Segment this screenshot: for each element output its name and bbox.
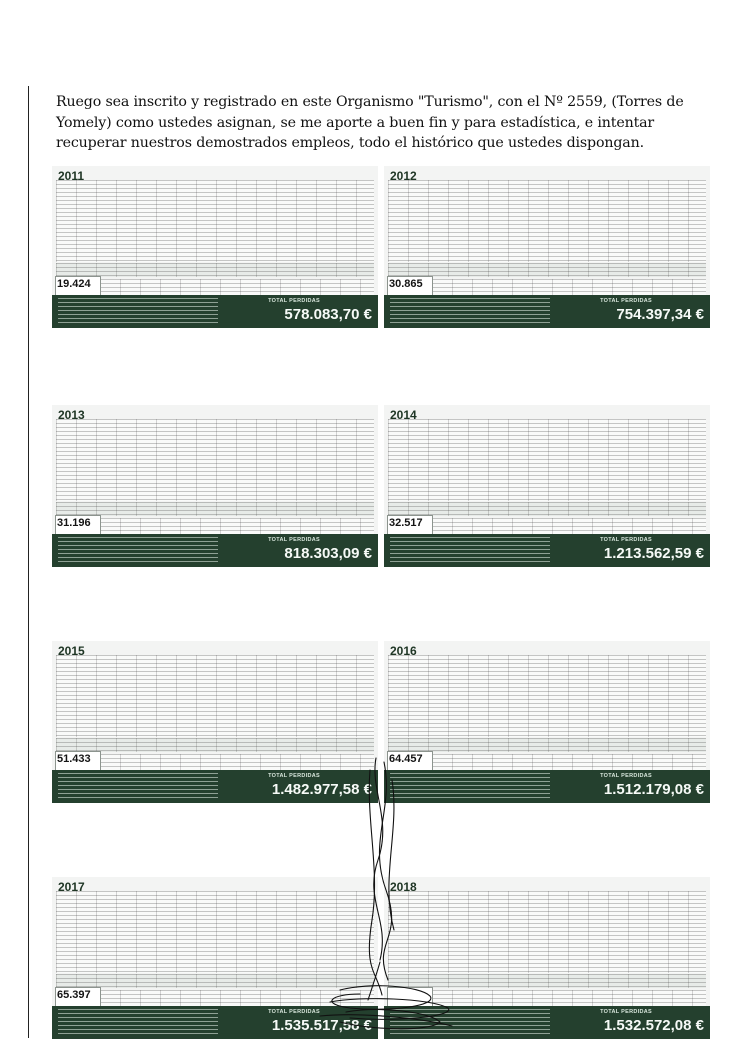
reservations-table	[56, 655, 374, 737]
total-label: TOTAL PERDIDAS	[600, 1009, 652, 1015]
staff-cost-table	[432, 279, 706, 295]
total-value: 578.083,70 €	[284, 306, 372, 323]
total-label: TOTAL PERDIDAS	[268, 537, 320, 543]
reservations-table	[388, 419, 706, 501]
total-label: TOTAL PERDIDAS	[600, 298, 652, 304]
total-value: 1.482.977,58 €	[271, 781, 372, 798]
reservations-table	[388, 180, 706, 262]
sheet-year: 2018	[390, 880, 417, 894]
total-value: 1.512.179,08 €	[603, 781, 704, 798]
sheet-year: 2014	[390, 408, 417, 422]
section-header-bar	[388, 263, 706, 277]
band-notes	[58, 537, 218, 563]
reservations-table	[56, 419, 374, 501]
intro-paragraph: Ruego sea inscrito y registrado en este Organismo "Turismo", con el Nº 2559, (Torres de Yomely) como ustedes asignan, se me aporte a buen fin y para estadística, e intentar recuperar nuestros demostrados empleos, todo el histórico que ustedes dispongan.	[56, 94, 684, 151]
band-notes	[58, 298, 218, 324]
total-value: 1.535.517,58 €	[271, 1017, 372, 1034]
sheet-year: 2013	[58, 408, 85, 422]
visitor-counter: 32.517	[389, 517, 423, 529]
section-header-bar	[388, 502, 706, 516]
visitor-counter: 19.424	[57, 278, 91, 290]
staff-cost-table	[100, 279, 374, 295]
staff-cost-table	[432, 518, 706, 534]
staff-cost-table	[100, 518, 374, 534]
total-value: 1.213.562,59 €	[603, 545, 704, 562]
total-label: TOTAL PERDIDAS	[600, 773, 652, 779]
band-notes	[390, 537, 550, 563]
visitor-counter: 51.433	[57, 753, 91, 765]
total-value: 1.532.572,08 €	[603, 1017, 704, 1034]
left-margin-rule	[28, 86, 29, 1038]
sheet-2012	[384, 166, 710, 328]
band-notes	[58, 1009, 218, 1035]
total-label: TOTAL PERDIDAS	[268, 1009, 320, 1015]
visitor-counter: 31.196	[57, 517, 91, 529]
reservations-table	[56, 180, 374, 262]
sheet-2014	[384, 405, 710, 567]
sheet-year: 2015	[58, 644, 85, 658]
section-header-bar	[56, 502, 374, 516]
total-label: TOTAL PERDIDAS	[268, 298, 320, 304]
band-notes	[390, 298, 550, 324]
total-value: 818.303,09 €	[284, 545, 372, 562]
visitor-counter: 64.457	[389, 753, 423, 765]
sheet-year: 2012	[390, 169, 417, 183]
total-label: TOTAL PERDIDAS	[600, 537, 652, 543]
sheet-year: 2011	[58, 169, 85, 183]
sheet-2013	[52, 405, 378, 567]
sheet-year: 2016	[390, 644, 417, 658]
handwritten-signature	[280, 750, 480, 1050]
sheet-2011	[52, 166, 378, 328]
sheet-year: 2017	[58, 880, 85, 894]
band-notes	[58, 773, 218, 799]
visitor-counter: 65.397	[57, 989, 91, 1001]
visitor-counter: 30.865	[389, 278, 423, 290]
total-label: TOTAL PERDIDAS	[268, 773, 320, 779]
section-header-bar	[56, 263, 374, 277]
reservations-table	[388, 655, 706, 737]
total-value: 754.397,34 €	[616, 306, 704, 323]
